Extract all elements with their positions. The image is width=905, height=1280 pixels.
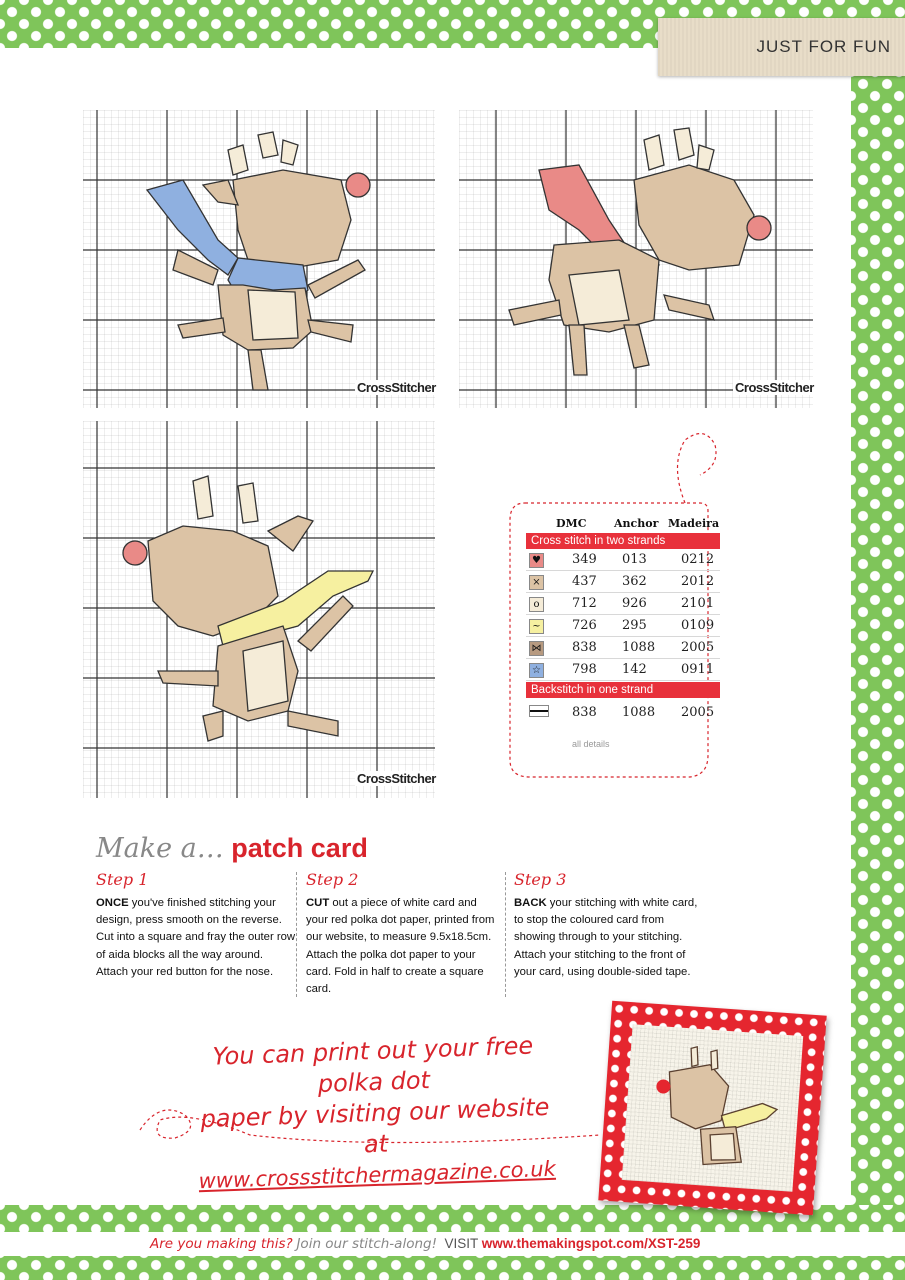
key-row bbox=[526, 549, 720, 571]
section-tag bbox=[658, 18, 905, 76]
key-dmc: 349 bbox=[572, 552, 597, 567]
key-anchor: 1088 bbox=[622, 640, 656, 655]
chart-reindeer-1 bbox=[83, 110, 435, 408]
key-row bbox=[526, 637, 720, 659]
key-cross-stitch-header: Cross stitch in two strands bbox=[526, 533, 720, 549]
chart-reindeer-3 bbox=[83, 421, 435, 798]
step-3-heading: Step 3 bbox=[514, 870, 567, 889]
promo-line-1: You can print out your free polka dot bbox=[212, 1031, 534, 1098]
promo-url[interactable]: www.crossstitchermagazine.co.uk bbox=[198, 1156, 557, 1194]
thread-key bbox=[526, 517, 720, 749]
make-title-main: patch card bbox=[231, 833, 368, 863]
step-1-text bbox=[96, 895, 296, 981]
promo-text bbox=[182, 1029, 567, 1197]
key-col-dmc: DMC bbox=[556, 517, 587, 530]
step-2-lead: CUT bbox=[306, 897, 330, 909]
key-symbol-swatch: o bbox=[529, 597, 544, 612]
key-symbol-swatch: ♥ bbox=[529, 553, 544, 568]
key-dmc: 726 bbox=[572, 618, 597, 633]
back-dmc: 838 bbox=[572, 705, 597, 720]
key-row bbox=[526, 571, 720, 593]
section-tag-label: JUST FOR FUN bbox=[756, 37, 891, 56]
key-anchor: 142 bbox=[622, 662, 647, 677]
step-1-body: you've finished stitching your design, press smooth on the reverse. Cut into a square and fray the outer row of aida blocks all the way around. Attach your red button for the nose. bbox=[96, 897, 296, 978]
polka-dot-border-right bbox=[851, 48, 905, 1280]
key-anchor: 362 bbox=[622, 574, 647, 589]
back-madeira: 2005 bbox=[681, 705, 715, 720]
key-madeira: 0109 bbox=[681, 618, 715, 633]
footer-text bbox=[150, 1236, 700, 1252]
footer-url[interactable]: www.themakingspot.com/XST-259 bbox=[481, 1236, 701, 1251]
step-divider bbox=[505, 872, 506, 997]
step-2-body: out a piece of white card and your red polka dot paper, printed from our website, to measure 9.5x18.5cm. Attach the polka dot paper to your card. Fold in half to create a square card. bbox=[306, 897, 495, 996]
key-dmc: 838 bbox=[572, 640, 597, 655]
chart-brand-label: CrossStitcher bbox=[357, 771, 436, 786]
step-1-heading: Step 1 bbox=[96, 870, 149, 889]
key-madeira: 0911 bbox=[681, 662, 715, 677]
key-symbol-swatch: × bbox=[529, 575, 544, 590]
back-anchor: 1088 bbox=[622, 705, 656, 720]
step-divider bbox=[296, 872, 297, 997]
key-row bbox=[526, 593, 720, 615]
key-row bbox=[526, 659, 720, 681]
key-anchor: 926 bbox=[622, 596, 647, 611]
key-col-madeira: Madeira bbox=[668, 517, 720, 530]
key-backstitch-header: Backstitch in one strand bbox=[526, 682, 720, 698]
make-title-prefix: Make a… bbox=[96, 833, 224, 864]
step-1 bbox=[96, 870, 296, 981]
key-dmc: 437 bbox=[572, 574, 597, 589]
step-1-lead: ONCE bbox=[96, 897, 129, 909]
chart-brand-label: CrossStitcher bbox=[735, 380, 814, 395]
chart-reindeer-2 bbox=[459, 110, 813, 408]
finished-card-photo bbox=[598, 1001, 826, 1216]
promo-line-2: paper by visiting our website at bbox=[200, 1092, 550, 1159]
key-backstitch-row bbox=[526, 698, 720, 722]
key-madeira: 2012 bbox=[681, 574, 715, 589]
footer-call: Are you making this? bbox=[150, 1236, 293, 1252]
key-symbol-swatch: ⋈ bbox=[529, 641, 544, 656]
key-note: all details bbox=[572, 739, 610, 749]
backstitch-swatch bbox=[529, 705, 549, 717]
footer-visit: VISIT bbox=[444, 1236, 479, 1251]
key-symbol-swatch: ~ bbox=[529, 619, 544, 634]
step-3-text bbox=[514, 895, 704, 981]
step-3-lead: BACK bbox=[514, 897, 547, 909]
key-madeira: 2101 bbox=[681, 596, 715, 611]
step-3-body: your stitching with white card, to stop the coloured card from showing through to your stitching. Attach your stitching to the front of your card, using double-sided tape. bbox=[514, 897, 698, 978]
key-dmc: 798 bbox=[572, 662, 597, 677]
key-madeira: 0212 bbox=[681, 552, 715, 567]
footer-call-2: Join our stitch-along! bbox=[296, 1236, 437, 1252]
finished-card-stitching bbox=[622, 1024, 803, 1192]
key-row bbox=[526, 615, 720, 637]
make-title bbox=[96, 833, 368, 864]
key-anchor: 013 bbox=[622, 552, 647, 567]
chart-brand-label: CrossStitcher bbox=[357, 380, 436, 395]
key-anchor: 295 bbox=[622, 618, 647, 633]
key-col-anchor: Anchor bbox=[614, 517, 659, 530]
step-2 bbox=[306, 870, 496, 998]
step-2-heading: Step 2 bbox=[306, 870, 359, 889]
key-madeira: 2005 bbox=[681, 640, 715, 655]
key-dmc: 712 bbox=[572, 596, 597, 611]
step-3 bbox=[514, 870, 704, 981]
step-2-text bbox=[306, 895, 496, 998]
key-symbol-swatch: ☆ bbox=[529, 663, 544, 678]
